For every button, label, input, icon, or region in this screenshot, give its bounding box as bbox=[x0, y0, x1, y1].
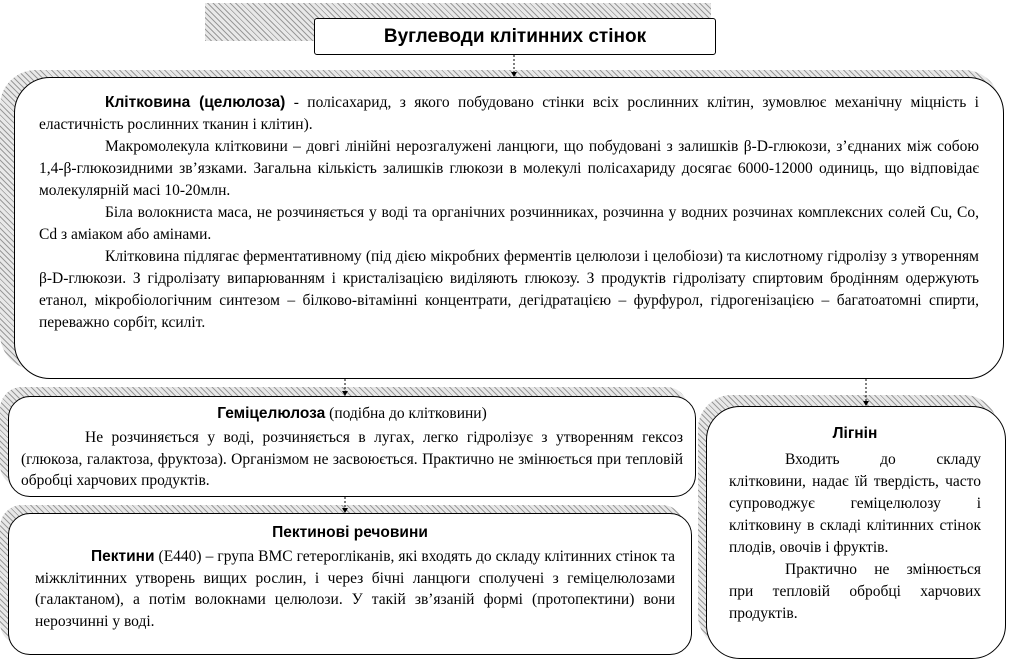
pectin-term: Пектини bbox=[91, 548, 155, 565]
hemicellulose-heading: Геміцелюлоза (подібна до клітковини) bbox=[217, 405, 487, 422]
cellulose-box bbox=[14, 77, 1004, 379]
pectin-heading: Пектинові речовини bbox=[272, 524, 428, 541]
hemicellulose-text: Не розчиняється у воді, розчиняється в лугах, легко гідролізує з утворенням гексоз (глюкоза, галактоза, фруктоза). Організмом не засвоюється. Практично не змінюється при тепловій обробці харчових продуктів. bbox=[21, 429, 683, 489]
diagram-title: Вуглеводи клітинних стінок bbox=[314, 18, 716, 55]
cellulose-properties: Біла волокниста маса, не розчиняється у воді та органічних розчинниках, розчинна у водних розчинах комплексних солей Cu, Co, Cd з аміаком або амінами. bbox=[39, 204, 979, 243]
cellulose-structure: Макромолекула клітковини – довгі лінійні нерозгалужені ланцюги, що побудовані з залишків β-D-глюкози, з’єднаних між собою 1,4-β-глюкозидними зв’язками. Загальна кількість залишків глюкози в молекулі полісахариду досягає 6000-12000 одиниць, що відповідає молекулярній масі 10-20млн. bbox=[39, 138, 979, 199]
lignin-text-1: Входить до складу клітковини, надає їй твердість, часто супроводжує геміцелюлозу і клітковину в складі клітинних стінок плодів, овочів і фруктів. bbox=[729, 451, 981, 556]
hemicellulose-box bbox=[8, 396, 696, 497]
cellulose-term: Клітковина (целюлоза) bbox=[105, 94, 286, 111]
cellulose-definition: Клітковина (целюлоза) - полісахарид, з якого побудовано стінки всіх рослинних клітин, зумовлює механічну міцність і еластичність рослинних тканин і клітин). bbox=[39, 94, 979, 133]
lignin-heading: Лігнін bbox=[832, 425, 878, 442]
cellulose-hydrolysis: Клітковина підлягає ферментативному (під дією мікробних ферментів целюлози і целобіози) та кислотному гідролізу з утворенням β-D-глюкози. З гідролізату випарюванням і кристалізацією виділяють глюкозу. З продуктів гідролізату спиртовим бродінням одержують етанол, мікробіологічним синтезом – білково-вітамінні концентрати, дегідратацією – фурфурол, гідрогенізацією – багатоатомні спирти, переважно сорбіт, ксиліт. bbox=[39, 248, 979, 331]
lignin-box bbox=[706, 406, 1006, 659]
lignin-text-2: Практично не змінюється при тепловій обробці харчових продуктів. bbox=[729, 561, 981, 622]
pectin-text: Пектини (Е440) – група ВМС гетерогліканів, які входять до складу клітинних стінок та міжклітинних утворень вищих рослин, і через бічні ланцюги сполучені з геміцелюлозами (галактаном), а потім волокнами целюлози. У такій зв’язаній формі (протопектини) вони нерозчинні у воді. bbox=[35, 548, 675, 630]
pectin-box bbox=[8, 513, 692, 655]
